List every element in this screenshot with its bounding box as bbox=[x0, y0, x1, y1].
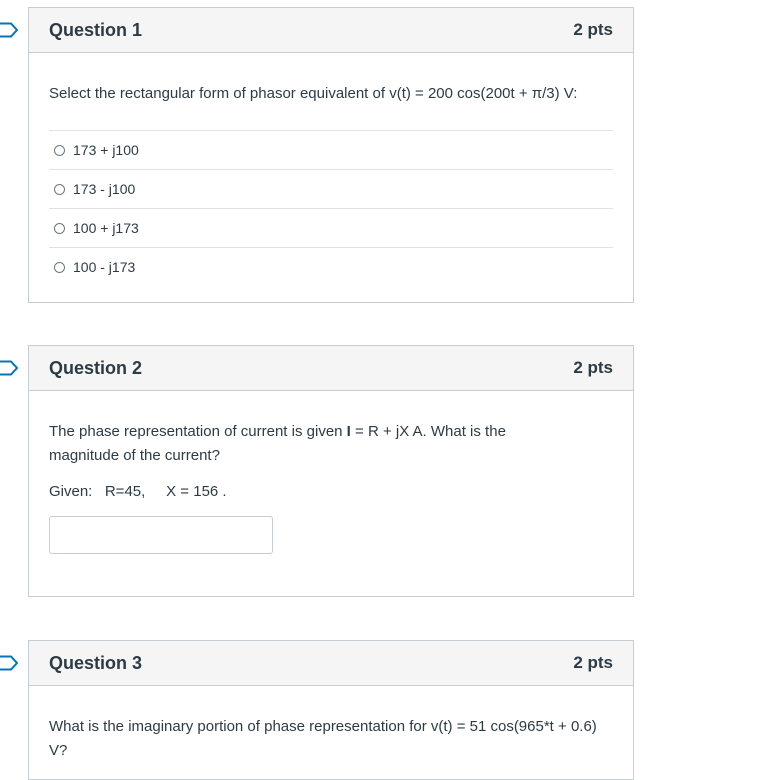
question-text: What is the imaginary portion of phase representation for v(t) = 51 cos(965*t + 0.6) V? bbox=[49, 718, 597, 759]
answer-option[interactable] bbox=[49, 247, 613, 286]
radio-button[interactable] bbox=[54, 262, 65, 273]
radio-button[interactable] bbox=[54, 184, 65, 195]
question-points: 2 pts bbox=[573, 358, 613, 377]
question-header bbox=[29, 8, 633, 53]
flag-question-2[interactable] bbox=[0, 360, 18, 376]
question-given: Given: R=45, X = 156 . bbox=[49, 483, 227, 500]
flag-question-3[interactable] bbox=[0, 655, 18, 671]
radio-button[interactable] bbox=[54, 223, 65, 234]
answer-option[interactable] bbox=[49, 169, 613, 208]
flag-icon bbox=[0, 655, 18, 671]
question-header bbox=[29, 346, 633, 391]
radio-button[interactable] bbox=[54, 145, 65, 156]
question-body bbox=[29, 391, 633, 554]
question-body bbox=[29, 53, 633, 286]
question-text-start: The phase representation of current is given bbox=[49, 423, 347, 440]
flag-question-1[interactable] bbox=[0, 22, 18, 38]
flag-icon bbox=[0, 360, 18, 376]
answer-label: 100 - j173 bbox=[73, 259, 136, 275]
answer-label: 173 + j100 bbox=[73, 142, 139, 158]
question-title: Question 1 bbox=[49, 19, 143, 40]
flag-icon bbox=[0, 22, 18, 38]
question-title: Question 3 bbox=[49, 652, 143, 673]
answer-option[interactable] bbox=[49, 130, 613, 169]
question-text-end: = R + jX A. What is the magnitude of the current? bbox=[49, 423, 506, 464]
answer-input[interactable] bbox=[49, 516, 273, 554]
question-3 bbox=[28, 640, 634, 780]
question-1 bbox=[28, 7, 634, 303]
question-text bbox=[49, 391, 569, 468]
question-body bbox=[29, 686, 633, 763]
question-title: Question 2 bbox=[49, 357, 143, 378]
answer-option[interactable] bbox=[49, 208, 613, 247]
question-points: 2 pts bbox=[573, 20, 613, 39]
question-2 bbox=[28, 345, 634, 597]
question-points: 2 pts bbox=[573, 653, 613, 672]
answer-label: 173 - j100 bbox=[73, 181, 136, 197]
answer-label: 100 + j173 bbox=[73, 220, 139, 236]
question-text: Select the rectangular form of phasor equivalent of v(t) = 200 cos(200t + π/3) V: bbox=[49, 85, 578, 102]
answer-list bbox=[49, 130, 613, 286]
question-header bbox=[29, 641, 633, 686]
current-symbol: I bbox=[346, 423, 351, 440]
